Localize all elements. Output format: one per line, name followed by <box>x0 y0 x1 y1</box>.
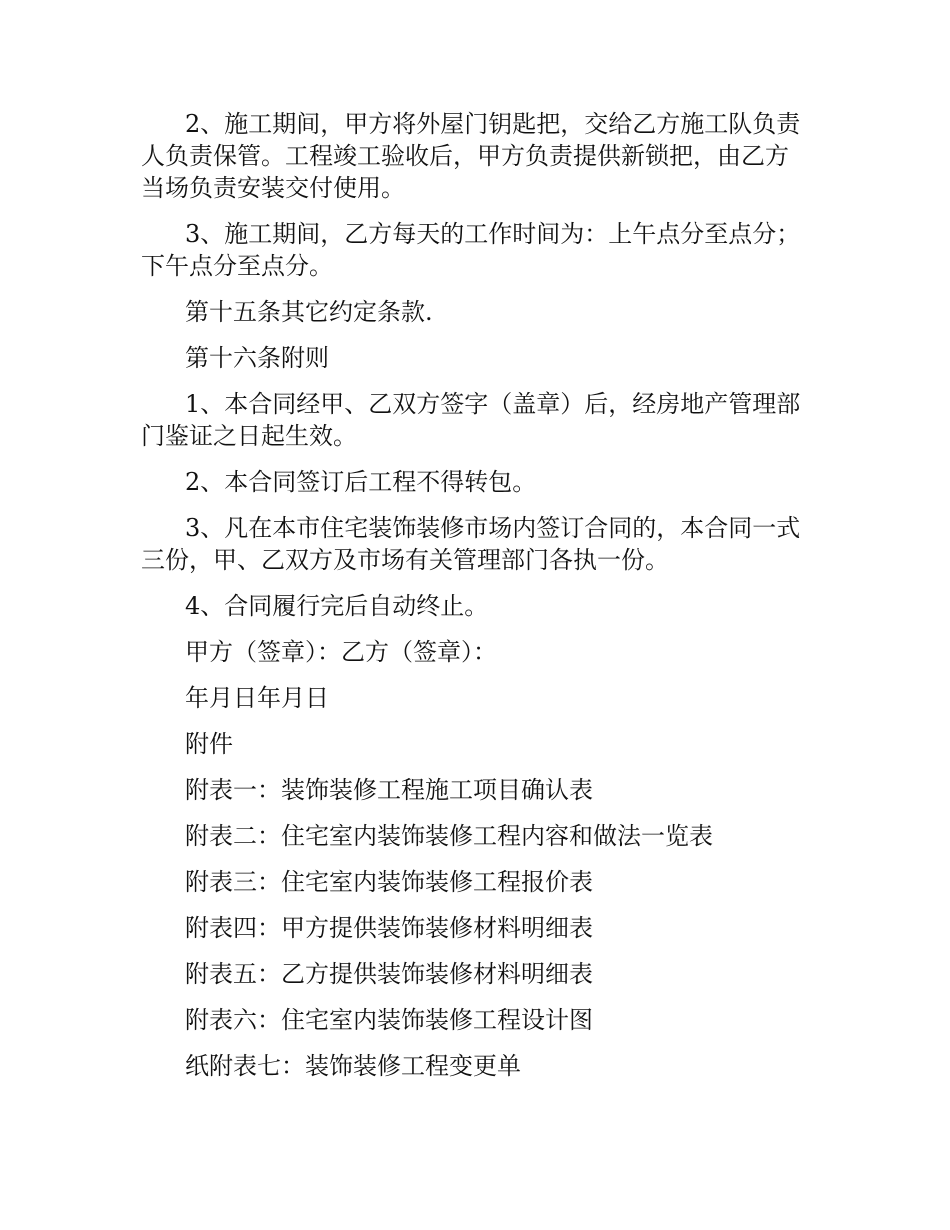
attachment-item-4: 附表四：甲方提供装饰装修材料明细表 <box>185 914 593 942</box>
attachment-item-7: 纸附表七：装饰装修工程变更单 <box>185 1052 521 1080</box>
article-16-heading: 第十六条附则 <box>185 344 329 372</box>
paragraph-no-subcontract: 2、本合同签订后工程不得转包。 <box>185 468 537 496</box>
article-15-heading: 第十五条其它约定条款. <box>185 298 433 326</box>
paragraph-effective-date: 1、本合同经甲、乙双方签字（盖章）后，经房地产管理部门鉴证之日起生效。 <box>141 390 801 450</box>
date-line: 年月日年月日 <box>185 684 329 712</box>
attachment-item-3: 附表三：住宅室内装饰装修工程报价表 <box>185 868 593 896</box>
signature-line: 甲方（签章）：乙方（签章）： <box>185 638 497 666</box>
attachment-item-1: 附表一：装饰装修工程施工项目确认表 <box>185 776 593 804</box>
paragraph-working-hours: 3、施工期间，乙方每天的工作时间为：上午点分至点分；下午点分至点分。 <box>141 220 801 280</box>
document-body <box>141 108 811 1096</box>
attachments-heading: 附件 <box>185 730 233 758</box>
attachment-item-2: 附表二：住宅室内装饰装修工程内容和做法一览表 <box>185 822 713 850</box>
paragraph-keys-handover: 2、施工期间，甲方将外屋门钥匙把，交给乙方施工队负责人负责保管。工程竣工验收后，甲方负责提供新锁把，由乙方当场负责安装交付使用。 <box>141 110 801 202</box>
attachment-item-5: 附表五：乙方提供装饰装修材料明细表 <box>185 960 593 988</box>
paragraph-copies: 3、凡在本市住宅装饰装修市场内签订合同的，本合同一式三份，甲、乙双方及市场有关管理部门各执一份。 <box>141 514 801 574</box>
paragraph-termination: 4、合同履行完后自动终止。 <box>185 592 489 620</box>
attachment-item-6: 附表六：住宅室内装饰装修工程设计图 <box>185 1006 593 1034</box>
